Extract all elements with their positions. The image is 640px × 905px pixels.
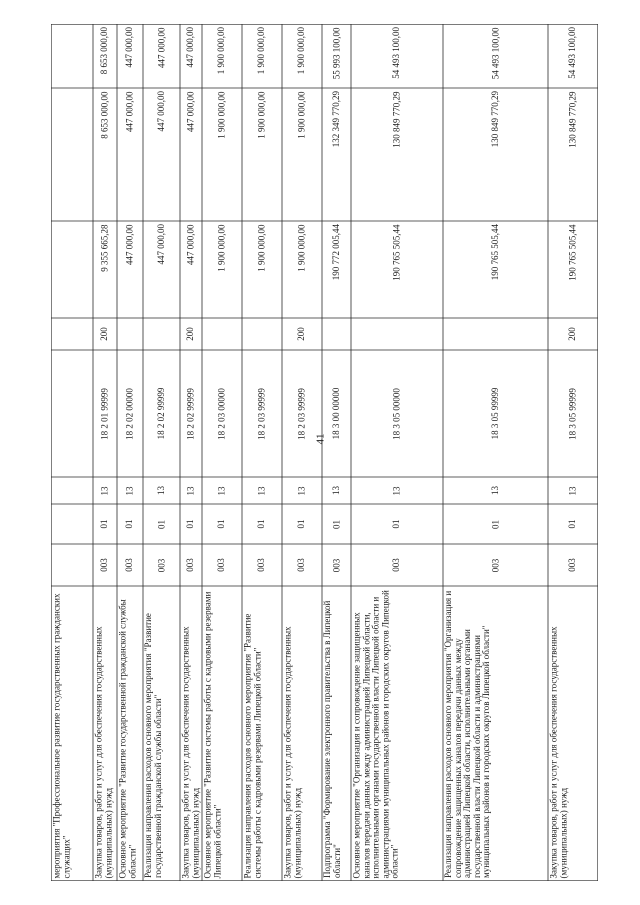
- cell-text-name: Закупка товаров, работ и услуг для обеспечения государственных (муниципальных) нужд: [548, 625, 568, 878]
- cell-rz: [322, 504, 351, 544]
- cell-text-sum3: 54 493 100,00: [391, 27, 402, 79]
- cell-name: [282, 586, 322, 881]
- cell-text-pr: 13: [256, 486, 267, 495]
- cell-sum3: [143, 24, 180, 88]
- cell-text-sum1: 447 000,00: [155, 224, 166, 265]
- page-number: 41: [314, 433, 326, 445]
- cell-text-rz: 01: [155, 519, 166, 529]
- cell-text-pr: 13: [124, 486, 135, 495]
- cell-rz: [282, 504, 322, 544]
- cell-ved: [282, 544, 322, 586]
- cell-text-name: Закупка товаров, работ и услуг для обеспечения государственных (муниципальных) нужд: [93, 625, 113, 878]
- cell-rz: [548, 504, 598, 544]
- cell-ved: [117, 544, 143, 586]
- cell-text-name: мероприятия "Профессиональное развитие государственных гражданских служащих": [51, 593, 71, 878]
- cell-rz: [93, 504, 117, 544]
- cell-name: [117, 586, 143, 881]
- cell-text-sum3: 55 993 100,00: [330, 27, 341, 79]
- cell-text-sum2: 130 849 770,29: [567, 91, 578, 148]
- cell-sum1: [93, 221, 117, 318]
- cell-text-name: Закупка товаров, работ и услуг для обеспечения государственных (муниципальных) нужд: [180, 625, 200, 878]
- cell-sum1: [51, 221, 93, 318]
- cell-sum3: [51, 24, 93, 88]
- cell-sum3: [202, 24, 242, 88]
- cell-sum2: [143, 88, 180, 221]
- cell-csr: [548, 350, 598, 477]
- cell-text-csr: 18 3 05 99999: [489, 387, 500, 440]
- cell-text-vr: 200: [296, 327, 307, 341]
- cell-text-vr: 200: [185, 327, 196, 341]
- cell-sum1: [180, 221, 202, 318]
- cell-text-csr: 18 2 02 99999: [185, 387, 196, 440]
- cell-rz: [242, 504, 282, 544]
- cell-text-name: Подпрограмма "Формирование электронного правительства в Липецкой области": [322, 600, 342, 878]
- cell-vr: [282, 318, 322, 350]
- cell-pr: [322, 477, 351, 504]
- cell-vr: [93, 318, 117, 350]
- cell-text-name: Реализация направления расходов основного мероприятия "Организация и сопровождение защищенных каналов передачи данных между администрацией Липецкой области, исполнительными органами государственной власти Липецкой области и администрациями муниципальных районов и городских округов Липецкой области": [443, 590, 492, 878]
- cell-text-sum2: 130 849 770,29: [391, 91, 402, 148]
- cell-text-rz: 01: [567, 519, 578, 529]
- cell-text-csr: 18 3 05 00000: [391, 387, 402, 440]
- cell-text-csr: 18 2 03 99999: [256, 387, 267, 440]
- cell-text-name: Основное мероприятие "Организация и сопровождение защищенных каналов передачи данных между администрацией Липецкой области, исполнительными органами государственной власти Липецкой области и администрациями муниципальных районов и городских округов Липецкой области": [351, 589, 400, 878]
- cell-sum2: [351, 88, 443, 221]
- cell-vr: [548, 318, 598, 350]
- cell-rz: [51, 504, 93, 544]
- cell-text-rz: 01: [489, 519, 500, 529]
- cell-text-ved: 003: [185, 558, 196, 572]
- cell-sum3: [242, 24, 282, 88]
- cell-sum2: [443, 88, 548, 221]
- cell-text-ved: 003: [256, 558, 267, 572]
- cell-sum1: [282, 221, 322, 318]
- cell-text-ved: 003: [296, 558, 307, 572]
- cell-pr: [282, 477, 322, 504]
- cell-text-ved: 003: [330, 558, 341, 572]
- cell-sum2: [51, 88, 93, 221]
- cell-text-ved: 003: [489, 558, 500, 572]
- cell-text-sum1: 1 900 000,00: [216, 224, 227, 272]
- cell-sum3: [282, 24, 322, 88]
- cell-text-csr: 18 2 01 99999: [99, 387, 110, 440]
- cell-text-sum1: 9 355 665,28: [99, 224, 110, 272]
- cell-pr: [443, 477, 548, 504]
- cell-text-rz: 01: [391, 519, 402, 529]
- cell-sum1: [117, 221, 143, 318]
- cell-rz: [117, 504, 143, 544]
- cell-text-csr: 18 2 03 99999: [296, 387, 307, 440]
- cell-ved: [443, 544, 548, 586]
- cell-pr: [548, 477, 598, 504]
- cell-text-rz: 01: [124, 519, 135, 529]
- cell-text-pr: 13: [330, 486, 341, 495]
- cell-name: [51, 586, 93, 881]
- cell-text-sum2: 1 900 000,00: [216, 91, 227, 139]
- cell-text-sum3: 447 000,00: [185, 27, 196, 68]
- cell-ved: [51, 544, 93, 586]
- cell-name: [443, 586, 548, 881]
- cell-text-name: Реализация направления расходов основного мероприятия "Развитие государственной гражданской службы области": [143, 613, 163, 878]
- cell-text-rz: 01: [296, 519, 307, 529]
- cell-csr: [282, 350, 322, 477]
- cell-text-rz: 01: [330, 519, 341, 529]
- cell-ved: [351, 544, 443, 586]
- cell-text-sum1: 447 000,00: [185, 224, 196, 265]
- cell-sum3: [443, 24, 548, 88]
- cell-ved: [202, 544, 242, 586]
- cell-vr: [202, 318, 242, 350]
- cell-name: [548, 586, 598, 881]
- cell-vr: [242, 318, 282, 350]
- cell-text-pr: 13: [185, 486, 196, 495]
- cell-vr: [143, 318, 180, 350]
- cell-ved: [93, 544, 117, 586]
- cell-text-sum3: 54 493 100,00: [567, 27, 578, 79]
- cell-name: [351, 586, 443, 881]
- cell-text-ved: 003: [216, 558, 227, 572]
- cell-text-sum3: 8 653 000,00: [99, 27, 110, 75]
- cell-text-sum1: 190 765 505,44: [567, 224, 578, 281]
- cell-text-csr: 18 2 02 99999: [155, 387, 166, 440]
- cell-csr: [322, 350, 351, 477]
- cell-sum3: [93, 24, 117, 88]
- cell-text-sum2: 8 653 000,00: [99, 91, 110, 139]
- cell-text-sum2: 447 000,00: [155, 91, 166, 132]
- cell-sum2: [282, 88, 322, 221]
- cell-sum3: [322, 24, 351, 88]
- cell-text-sum3: 54 493 100,00: [489, 27, 500, 79]
- cell-vr: [117, 318, 143, 350]
- cell-text-ved: 003: [99, 558, 110, 572]
- cell-vr: [180, 318, 202, 350]
- cell-name: [143, 586, 180, 881]
- cell-text-pr: 13: [296, 486, 307, 495]
- cell-vr: [51, 318, 93, 350]
- cell-rz: [351, 504, 443, 544]
- cell-sum2: [117, 88, 143, 221]
- cell-vr: [443, 318, 548, 350]
- cell-rz: [443, 504, 548, 544]
- cell-text-sum1: 1 900 000,00: [256, 224, 267, 272]
- cell-csr: [180, 350, 202, 477]
- cell-sum3: [180, 24, 202, 88]
- cell-csr: [117, 350, 143, 477]
- cell-ved: [242, 544, 282, 586]
- cell-pr: [51, 477, 93, 504]
- cell-ved: [143, 544, 180, 586]
- cell-pr: [202, 477, 242, 504]
- cell-text-ved: 003: [155, 558, 166, 572]
- cell-text-sum1: 190 765 505,44: [391, 224, 402, 281]
- cell-text-rz: 01: [256, 519, 267, 529]
- cell-text-pr: 13: [489, 486, 500, 495]
- cell-text-sum3: 447 000,00: [155, 27, 166, 68]
- cell-rz: [202, 504, 242, 544]
- cell-text-sum3: 447 000,00: [124, 27, 135, 68]
- cell-sum3: [351, 24, 443, 88]
- cell-sum2: [242, 88, 282, 221]
- cell-text-csr: 18 2 02 00000: [124, 387, 135, 440]
- cell-text-sum3: 1 900 000,00: [216, 27, 227, 75]
- cell-ved: [548, 544, 598, 586]
- cell-text-sum2: 447 000,00: [124, 91, 135, 132]
- cell-sum2: [202, 88, 242, 221]
- cell-text-sum3: 1 900 000,00: [256, 27, 267, 75]
- cell-vr: [322, 318, 351, 350]
- cell-text-rz: 01: [185, 519, 196, 529]
- cell-text-sum1: 190 765 505,44: [489, 224, 500, 281]
- cell-ved: [322, 544, 351, 586]
- cell-text-sum1: 190 772 005,44: [330, 224, 341, 281]
- cell-text-sum3: 1 900 000,00: [296, 27, 307, 75]
- cell-csr: [202, 350, 242, 477]
- cell-sum3: [117, 24, 143, 88]
- cell-text-pr: 13: [99, 486, 110, 495]
- cell-sum1: [351, 221, 443, 318]
- cell-text-csr: 18 2 03 00000: [216, 387, 227, 440]
- cell-csr: [443, 350, 548, 477]
- cell-pr: [117, 477, 143, 504]
- cell-sum1: [202, 221, 242, 318]
- cell-text-sum2: 132 349 770,29: [330, 91, 341, 148]
- cell-sum2: [93, 88, 117, 221]
- cell-name: [242, 586, 282, 881]
- cell-text-pr: 13: [391, 486, 402, 495]
- cell-pr: [242, 477, 282, 504]
- cell-text-sum2: 447 000,00: [185, 91, 196, 132]
- cell-text-pr: 13: [567, 486, 578, 495]
- cell-text-name: Основное мероприятие "Развитие системы работы с кадровыми резервами Липецкой области": [202, 591, 222, 878]
- cell-rz: [143, 504, 180, 544]
- cell-text-pr: 13: [155, 486, 166, 495]
- cell-name: [93, 586, 117, 881]
- cell-sum1: [548, 221, 598, 318]
- cell-text-csr: 18 3 00 00000: [330, 387, 341, 440]
- cell-text-sum2: 130 849 770,29: [489, 91, 500, 148]
- cell-csr: [51, 350, 93, 477]
- cell-sum2: [322, 88, 351, 221]
- cell-text-sum1: 447 000,00: [124, 224, 135, 265]
- cell-csr: [93, 350, 117, 477]
- cell-text-ved: 003: [391, 558, 402, 572]
- cell-sum3: [548, 24, 598, 88]
- cell-text-sum2: 1 900 000,00: [256, 91, 267, 139]
- cell-name: [180, 586, 202, 881]
- cell-sum2: [548, 88, 598, 221]
- cell-sum1: [242, 221, 282, 318]
- cell-pr: [351, 477, 443, 504]
- cell-text-sum2: 1 900 000,00: [296, 91, 307, 139]
- cell-pr: [180, 477, 202, 504]
- cell-text-name: Закупка товаров, работ и услуг для обеспечения государственных (муниципальных) нужд: [282, 625, 302, 878]
- cell-sum1: [143, 221, 180, 318]
- cell-ved: [180, 544, 202, 586]
- budget-table: [51, 24, 598, 881]
- cell-name: [202, 586, 242, 881]
- cell-sum2: [180, 88, 202, 221]
- cell-text-sum1: 1 900 000,00: [296, 224, 307, 272]
- cell-text-ved: 003: [567, 558, 578, 572]
- cell-text-pr: 13: [216, 486, 227, 495]
- cell-csr: [351, 350, 443, 477]
- cell-text-vr: 200: [99, 327, 110, 341]
- cell-text-csr: 18 3 05 99999: [567, 387, 578, 440]
- cell-csr: [143, 350, 180, 477]
- cell-text-rz: 01: [99, 519, 110, 529]
- cell-name: [322, 586, 351, 881]
- cell-text-name: Реализация направления расходов основного мероприятия "Развитие системы работы с кадровыми резервами Липецкой области": [242, 613, 262, 878]
- cell-rz: [180, 504, 202, 544]
- cell-pr: [93, 477, 117, 504]
- cell-sum1: [443, 221, 548, 318]
- cell-pr: [143, 477, 180, 504]
- cell-vr: [351, 318, 443, 350]
- cell-text-rz: 01: [216, 519, 227, 529]
- cell-sum1: [322, 221, 351, 318]
- cell-text-vr: 200: [567, 327, 578, 341]
- cell-csr: [242, 350, 282, 477]
- cell-text-ved: 003: [124, 558, 135, 572]
- cell-text-name: Основное мероприятие "Развитие государственной гражданской службы области": [117, 598, 137, 878]
